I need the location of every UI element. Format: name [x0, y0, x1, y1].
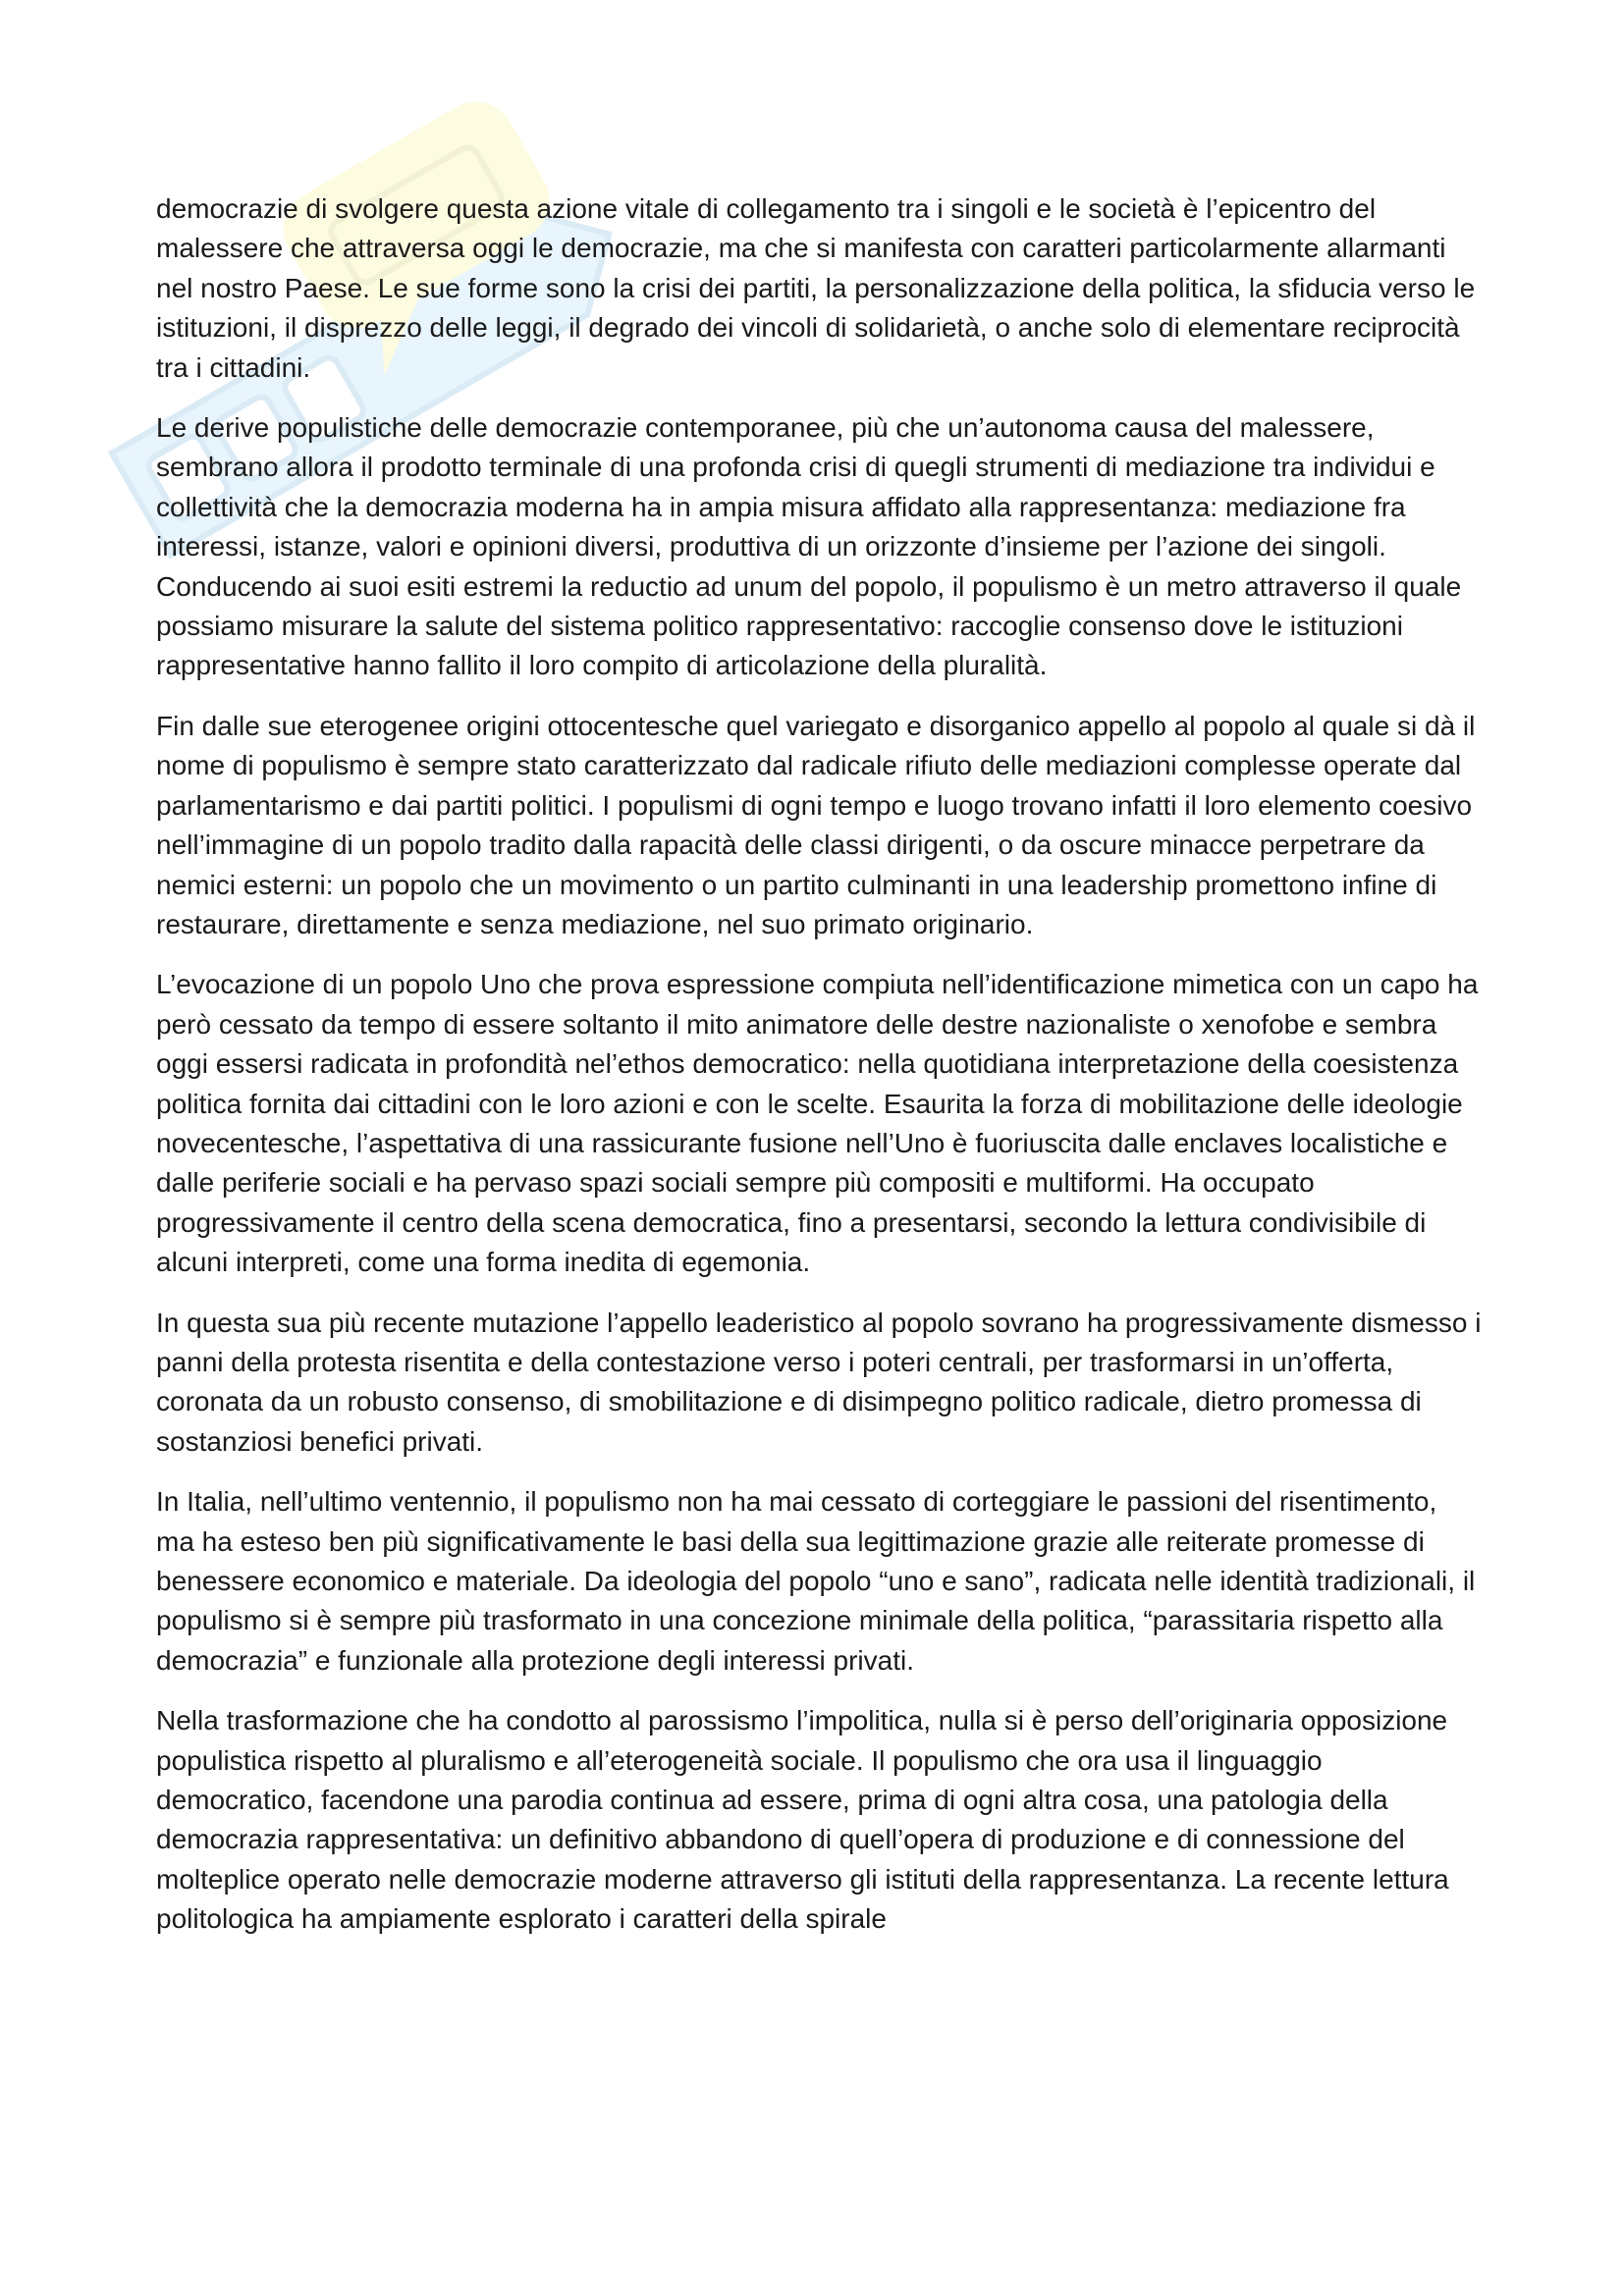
- paragraph: L’evocazione di un popolo Uno che prova espressione compiuta nell’identificazione mimetica con un capo ha però cessato da tempo di essere soltanto il mito animatore delle destre nazionaliste o xenofobe e sembra oggi essersi radicata in profondità nel’ethos democratico: nella quotidiana interpretazione della coesistenza politica fornita dai cittadini con le loro azioni e con le scelte. Esaurita la forza di mobilitazione delle ideologie novecentesche, l’aspettativa di una rassicurante fusione nell’Uno è fuoriuscita dalle enclaves localistiche e dalle periferie sociali e ha pervaso spazi sociali sempre più compositi e multiformi. Ha occupato progressivamente il centro della scena democratica, fino a presentarsi, secondo la lettura condivisibile di alcuni interpreti, come una forma inedita di egemonia.: [156, 969, 1479, 1278]
- paragraph: Nella trasformazione che ha condotto al parossismo l’impolitica, nulla si è perso dell’originaria opposizione populistica rispetto al pluralismo e all’eterogeneità sociale. Il populismo che ora usa il linguaggio democratico, facendone una parodia continua ad essere, prima di ogni altra cosa, una patologia della democrazia rappresentativa: un definitivo abbandono di quell’opera di produzione e di connessione del molteplice operato nelle democrazie moderne attraverso gli istituti della rappresentanza. La recente lettura politologica ha ampiamente esplorato i caratteri della spirale: [156, 1705, 1449, 1935]
- paragraph: democrazie di svolgere questa azione vitale di collegamento tra i singoli e le società è l’epicentro del malessere che attraversa oggi le democrazie, ma che si manifesta con caratteri particolarmente allarmanti nel nostro Paese. Le sue forme sono la crisi dei partiti, la personalizzazione della politica, la sfiducia verso le istituzioni, il disprezzo delle leggi, il degrado dei vincoli di solidarietà, o anche solo di elementare reciprocità tra i cittadini.: [156, 193, 1476, 383]
- document-body: [156, 189, 1482, 1960]
- paragraph: Le derive populistiche delle democrazie contemporanee, più che un’autonoma causa del malessere, sembrano allora il prodotto terminale di una profonda crisi di quegli strumenti di mediazione tra individui e collettività che la democrazia moderna ha in ampia misura affidato alla rappresentanza: mediazione fra interessi, istanze, valori e opinioni diversi, produttiva di un orizzonte d’insieme per l’azione dei singoli. Conducendo ai suoi esiti estremi la reductio ad unum del popolo, il populismo è un metro attraverso il quale possiamo misurare la salute del sistema politico rappresentativo: raccoglie consenso dove le istituzioni rappresentative hanno fallito il loro compito di articolazione della pluralità.: [156, 412, 1462, 681]
- paragraph: Fin dalle sue eterogenee origini ottocentesche quel variegato e disorganico appello al popolo al quale si dà il nome di populismo è sempre stato caratterizzato dal radicale rifiuto delle mediazioni complesse operate dal parlamentarismo e dai partiti politici. I populismi di ogni tempo e luogo trovano infatti il loro elemento coesivo nell’immagine di un popolo tradito dalla rapacità delle classi dirigenti, o da oscure minacce perpetrare da nemici esterni: un popolo che un movimento o un partito culminanti in una leadership promettono infine di restaurare, direttamente e senza mediazione, nel suo primato originario.: [156, 710, 1476, 939]
- paragraph: In Italia, nell’ultimo ventennio, il populismo non ha mai cessato di corteggiare le passioni del risentimento, ma ha esteso ben più significativamente le basi della sua legittimazione grazie alle reiterate promesse di benessere economico e materiale. Da ideologia del popolo “uno e sano”, radicata nelle identità tradizionali, il populismo si è sempre più trasformato in una concezione minimale della politica, “parassitaria rispetto alla democrazia” e funzionale alla protezione degli interessi privati.: [156, 1486, 1476, 1676]
- paragraph: In questa sua più recente mutazione l’appello leaderistico al popolo sovrano ha progressivamente dismesso i panni della protesta risentita e della contestazione verso i poteri centrali, per trasformarsi in un’offerta, coronata da un robusto consenso, di smobilitazione e di disimpegno politico radicale, dietro promessa di sostanziosi benefici privati.: [156, 1307, 1482, 1457]
